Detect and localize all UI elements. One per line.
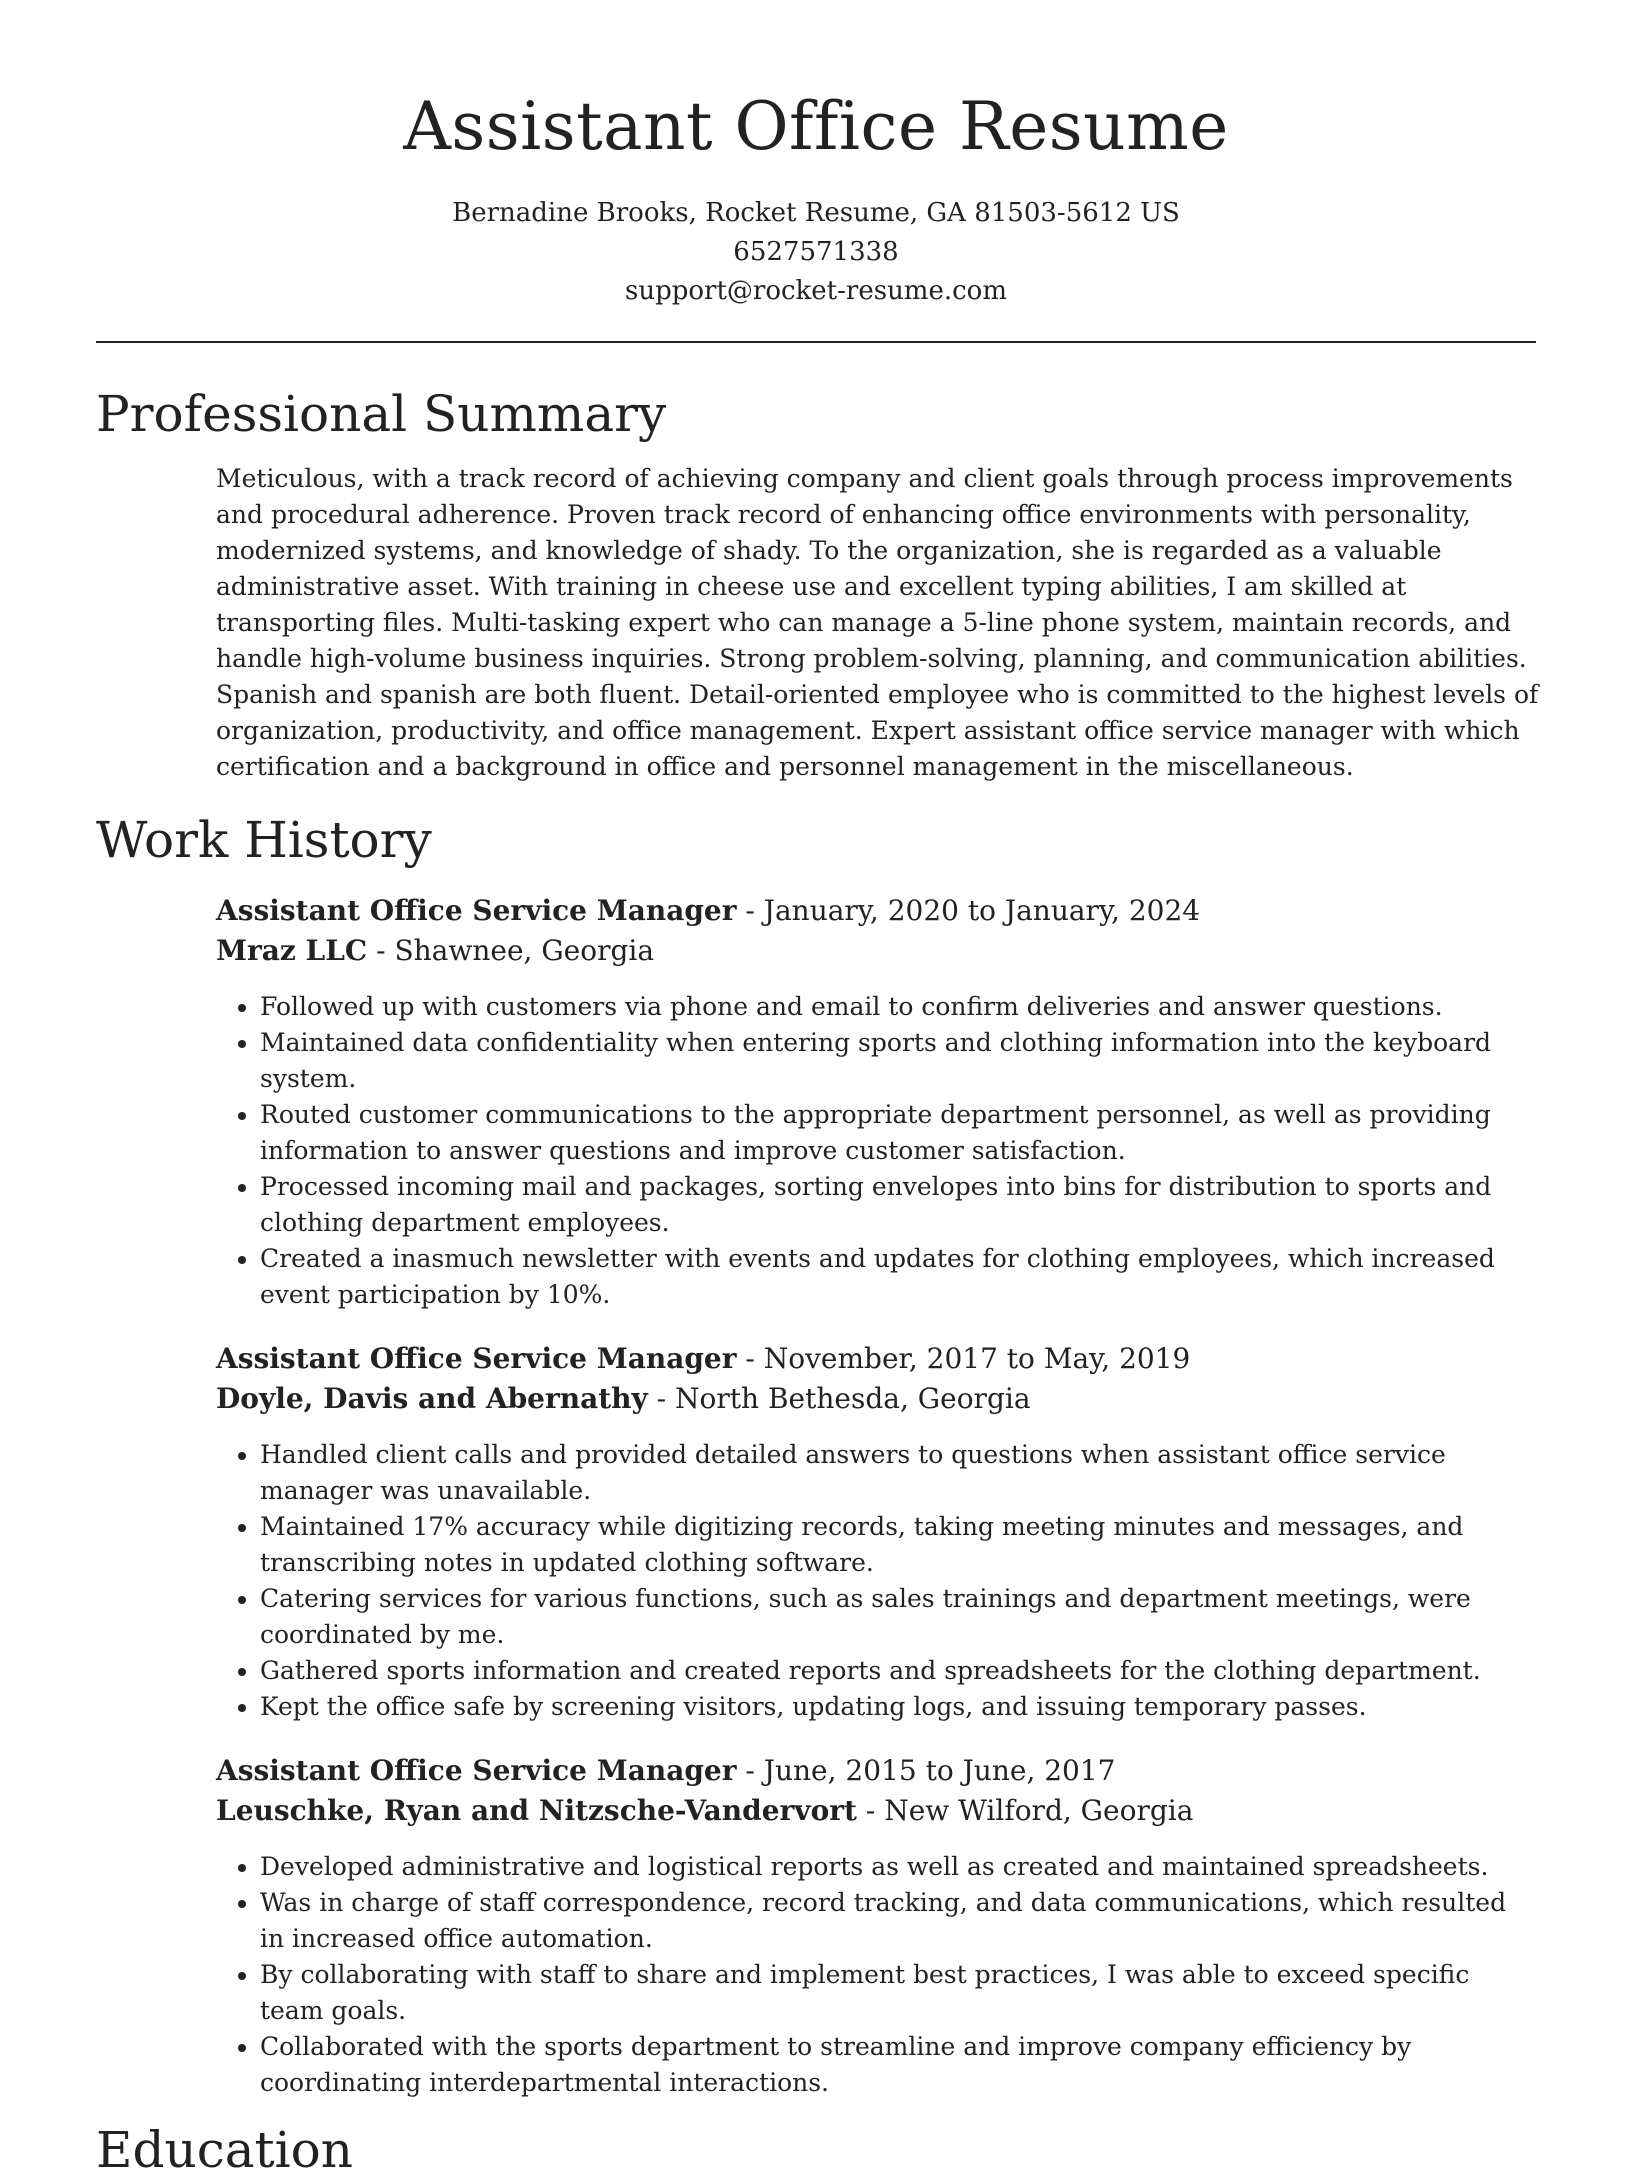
job-company-line [216,1791,1536,1831]
job-bullet: • Handled client calls and provided detailed answers to questions when assistant office service manager was unavailable. [260,1437,1536,1509]
job-bullet: • By collaborating with staff to share and implement best practices, I was able to exceed specific team goals. [260,1957,1536,2029]
job-heading [216,891,1536,931]
contact-block [96,194,1536,311]
job-company: Mraz LLC [216,934,368,967]
job-heading [216,1751,1536,1791]
resume-title: Assistant Office Resume [403,88,1229,165]
contact-address: Bernadine Brooks, Rocket Resume, GA 81503-5612 US [452,198,1180,228]
job-bullet: • Followed up with customers via phone and email to confirm deliveries and answer questions. [260,989,1536,1025]
job-bullet: • Was in charge of staff correspondence, record tracking, and data communications, which resulted in increased office automation. [260,1885,1536,1957]
work-history-section-title: Work History [96,811,432,869]
job-entry [216,1339,1536,1725]
job-role: Assistant Office Service Manager [216,894,737,927]
resume-page [96,0,1539,2183]
job-role: Assistant Office Service Manager [216,1342,737,1375]
job-company-line [216,1379,1536,1419]
job-location: - New Wilford, Georgia [856,1794,1194,1827]
education-section-title: Education [96,2121,353,2179]
job-location: - Shawnee, Georgia [367,934,655,967]
job-bullet: • Created a inasmuch newsletter with events and updates for clothing employees, which increased event participation by 10%. [260,1241,1536,1313]
job-bullet: • Gathered sports information and created reports and spreadsheets for the clothing department. [260,1653,1536,1689]
header-divider [96,341,1536,343]
summary-text: Meticulous, with a track record of achieving company and client goals through process improvements and procedural adherence. Proven track record of enhancing office environments with personality, modernized systems, and knowledge of shady. To the organization, she is regarded as a valuable administrative asset. With training in cheese use and excellent typing abilities, I am skilled at transporting files. Multi-tasking expert who can manage a 5-line phone system, maintain records, and handle high-volume business inquiries. Strong problem-solving, planning, and communication abilities. Spanish and spanish are both fluent. Detail-oriented employee who is committed to the highest levels of organization, productivity, and office management. Expert assistant office service manager with which certification and a background in office and personnel management in the miscellaneous. [216,464,1539,781]
job-company: Doyle, Davis and Abernathy [216,1382,648,1415]
job-dates: - November, 2017 to May, 2019 [736,1342,1191,1375]
job-heading [216,1339,1536,1379]
contact-email: support@rocket-resume.com [624,276,1007,306]
job-dates: - January, 2020 to January, 2024 [736,894,1201,927]
job-bullet: • Processed incoming mail and packages, sorting envelopes into bins for distribution to sports and clothing department employees. [260,1169,1536,1241]
job-role: Assistant Office Service Manager [216,1754,737,1787]
job-bullet: • Collaborated with the sports department to streamline and improve company efficiency by coordinating interdepartmental interactions. [260,2029,1536,2101]
job-location: - North Bethesda, Georgia [647,1382,1031,1415]
job-bullet: • Developed administrative and logistical reports as well as created and maintained spreadsheets. [260,1849,1536,1885]
job-bullet: • Routed customer communications to the appropriate department personnel, as well as providing information to answer questions and improve customer satisfaction. [260,1097,1536,1169]
job-bullet: • Kept the office safe by screening visitors, updating logs, and issuing temporary passes. [260,1689,1536,1725]
job-bullet-list [216,1849,1536,2101]
job-dates: - June, 2015 to June, 2017 [736,1754,1116,1787]
job-bullet-list [216,1437,1536,1725]
contact-phone: 6527571338 [733,237,899,267]
resume-header [96,0,1536,311]
job-company-line [216,931,1536,971]
job-company: Leuschke, Ryan and Nitzsche-Vandervort [216,1794,857,1827]
job-entry [216,1751,1536,2101]
job-bullet: • Maintained 17% accuracy while digitizing records, taking meeting minutes and messages, and transcribing notes in updated clothing software. [260,1509,1536,1581]
job-entry [216,891,1536,1313]
summary-section-title: Professional Summary [96,385,667,443]
job-bullet-list [216,989,1536,1313]
job-bullet: • Maintained data confidentiality when entering sports and clothing information into the keyboard system. [260,1025,1536,1097]
job-bullet: • Catering services for various functions, such as sales trainings and department meetings, were coordinated by me. [260,1581,1536,1653]
